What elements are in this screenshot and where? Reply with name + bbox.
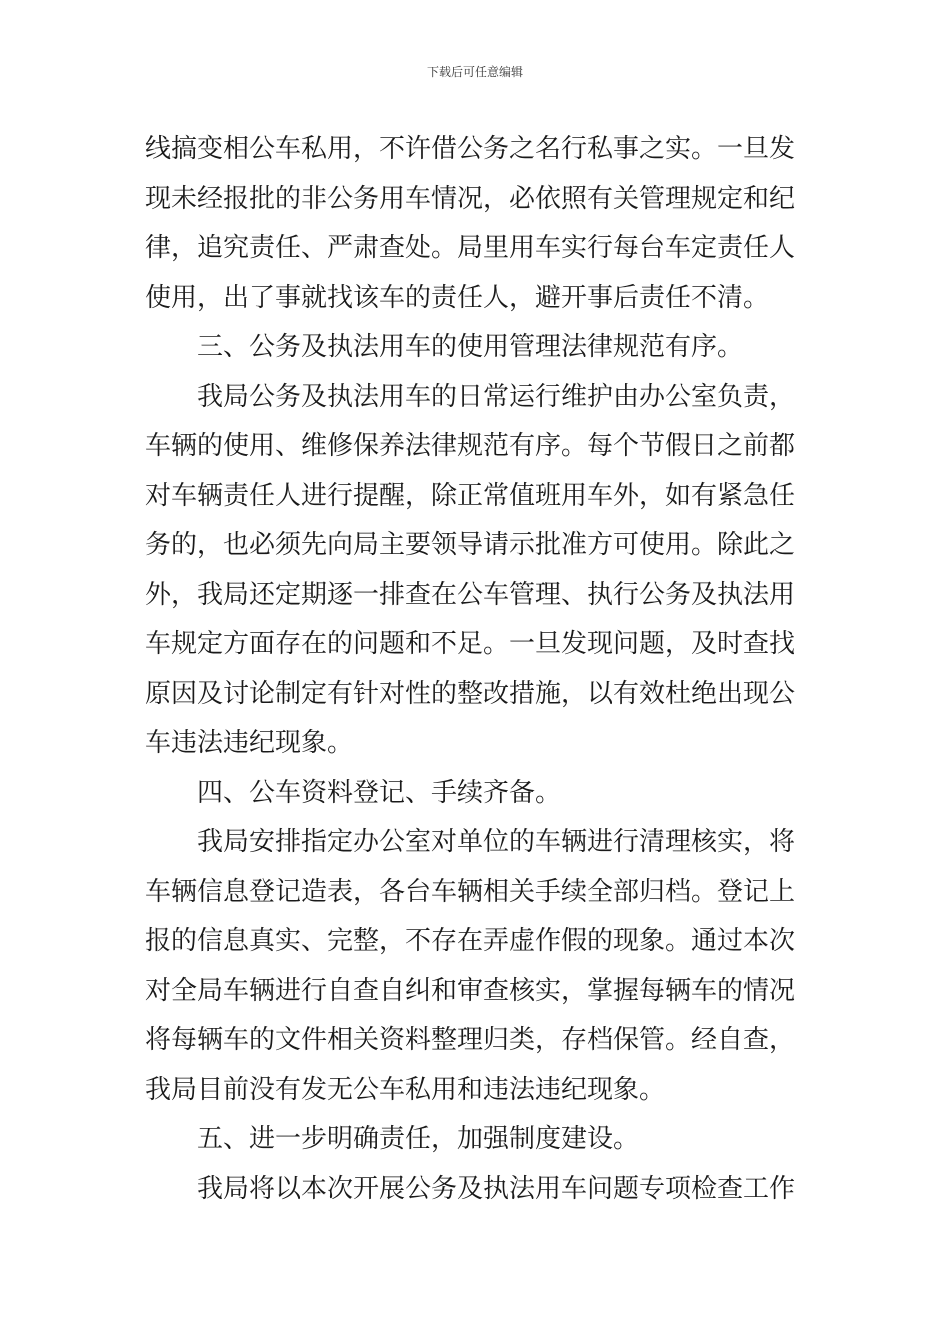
text-line: 律，追究责任、严肃查处。局里用车实行每台车定责任人 [145,233,796,263]
text-line: 对全局车辆进行自查自纠和审查核实，掌握每辆车的情况 [145,975,796,1006]
section-heading-5: 五、进一步明确责任，加强制度建设。 [197,1124,640,1154]
text-line: 使用，出了事就找该车的责任人，避开事后责任不清。 [145,282,770,313]
text-line: 原因及讨论制定有针对性的整改措施，以有效杜绝出现公 [145,678,796,709]
text-line: 车辆的使用、维修保养法律规范有序。每个节假日之前都 [145,431,796,461]
text-line: 车违法违纪现象。 [145,728,354,758]
paragraph-start: 我局安排指定办公室对单位的车辆进行清理核实，将 [197,827,796,857]
text-line: 对车辆责任人进行提醒，除正常值班用车外，如有紧急任 [145,480,796,511]
text-line: 现未经报批的非公务用车情况，必依照有关管理规定和纪 [145,183,796,214]
text-line: 外，我局还定期逐一排查在公车管理、执行公务及执法用 [145,579,796,610]
document-body [145,125,810,1214]
text-line: 车辆信息登记造表，各台车辆相关手续全部归档。登记上 [145,876,796,907]
section-heading-3: 三、公务及执法用车的使用管理法律规范有序。 [197,332,744,362]
text-line: 车规定方面存在的问题和不足。一旦发现问题，及时查找 [145,629,796,659]
text-line: 报的信息真实、完整，不存在弄虚作假的现象。通过本次 [145,926,796,956]
text-line: 将每辆车的文件相关资料整理归类，存档保管。经自查， [145,1025,796,1055]
text-line: 线搞变相公车私用，不许借公务之名行私事之实。一旦发 [145,134,796,164]
paragraph-start: 我局将以本次开展公务及执法用车问题专项检查工作 [197,1173,796,1204]
text-line: 我局目前没有发无公车私用和违法违纪现象。 [145,1074,666,1105]
paragraph-start: 我局公务及执法用车的日常运行维护由办公室负责， [197,381,796,412]
section-heading-4: 四、公车资料登记、手续齐备。 [197,777,562,808]
page-header: 下载后可任意编辑 [426,65,523,79]
text-line: 务的，也必须先向局主要领导请示批准方可使用。除此之 [145,530,796,560]
